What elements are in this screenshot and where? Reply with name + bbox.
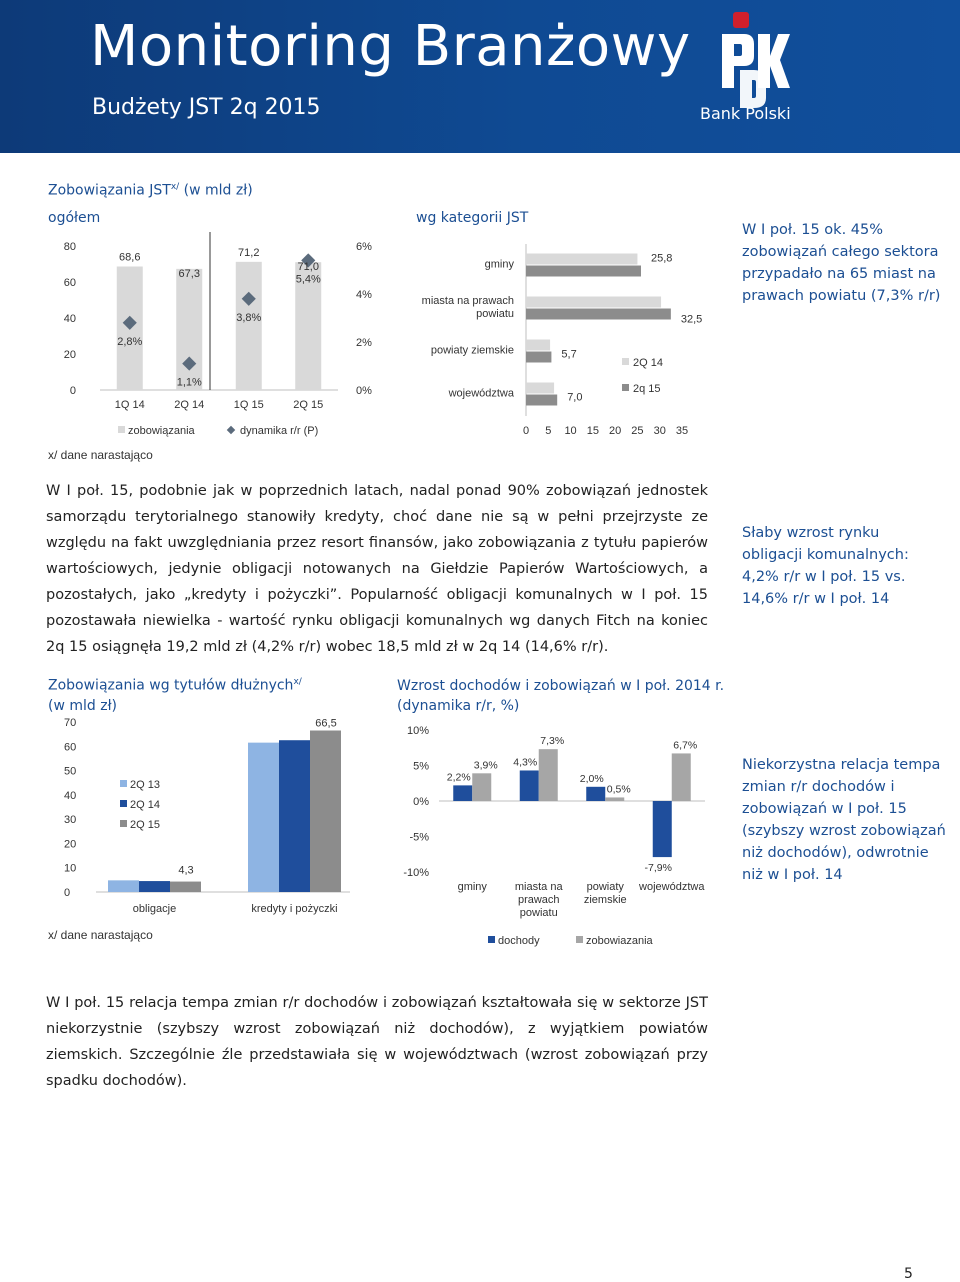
chart2-bar-label: 32,5 [680, 313, 703, 326]
report-subtitle: Budżety JST 2q 2015 [92, 95, 321, 120]
chart3-title-unit: (w mld zł) [48, 697, 118, 714]
chart2-x-tick: 0 [522, 425, 530, 437]
chart1-point-label: 3,8% [236, 311, 262, 324]
chart2-legend-2q14: 2Q 14 [633, 357, 663, 369]
chart3-bar-label: 4,3 [178, 864, 194, 877]
chart4-category-label: ziemskie [583, 894, 627, 906]
chart1-y-right-tick: 6% [356, 241, 372, 253]
chart3-y-tick: 30 [64, 814, 77, 827]
chart2-x-tick: 5 [545, 425, 552, 437]
chart3-legend-label: 2Q 13 [130, 779, 160, 791]
chart4-bar [539, 749, 558, 801]
chart2-bar-2q14 [526, 340, 550, 351]
chart4-y-tick: -5% [409, 831, 429, 844]
chart3-bar [310, 731, 341, 893]
chart1-y-left-tick: 80 [63, 241, 76, 253]
chart3-bar [248, 743, 279, 892]
chart2-bar-label: 25,8 [650, 252, 673, 265]
chart3-footnote: x/ dane narastająco [48, 928, 153, 942]
chart3-x-tick: obligacje [132, 903, 177, 915]
chart1-bar-label: 71,2 [238, 246, 260, 259]
chart4-category-label: powiatu [519, 907, 558, 919]
chart-revenue-vs-obligations [395, 718, 725, 953]
chart1-title [48, 182, 253, 199]
chart4-category-label: prawach [517, 894, 560, 906]
chart4-y-tick: -10% [403, 867, 429, 879]
chart3-bar-label: 66,5 [315, 717, 337, 730]
chart2-category-label: powiatu [476, 308, 514, 320]
chart2-x-tick: 10 [564, 425, 577, 437]
chart4-bar [672, 753, 691, 801]
chart1-labels [64, 241, 372, 437]
chart2-x-tick: 25 [631, 425, 644, 437]
chart1-footnote: x/ dane narastająco [48, 448, 153, 462]
chart4-bar-label: 0,5% [606, 783, 631, 796]
chart2-bar-2q14 [526, 297, 661, 308]
chart3-title-sup: x/ [293, 677, 302, 687]
side-note-cities: W I poł. 15 ok. 45% zobowiązań całego sektora przypadało na 65 miast na prawach powiatu (7,3% r/r) [742, 222, 941, 304]
chart3-y-tick: 70 [64, 717, 77, 729]
chart1-x-tick: 2Q 14 [174, 399, 205, 411]
chart1-point-label: 2,8% [117, 335, 143, 348]
chart1-point-label: 5,4% [295, 273, 321, 286]
chart4-bar [472, 773, 491, 801]
chart1-point-label: 1,1% [176, 376, 202, 389]
chart1-bar [176, 269, 202, 390]
chart2-legend-2q15: 2q 15 [633, 383, 661, 395]
chart1-y-left-tick: 60 [63, 277, 76, 289]
chart3-legend-swatch [120, 800, 127, 807]
chart4-category-label: gminy [457, 881, 487, 893]
chart2-labels [422, 253, 703, 438]
chart3-legend-swatch [120, 780, 127, 787]
chart1-y-left-tick: 40 [63, 313, 76, 325]
chart2-x-tick: 35 [675, 425, 689, 437]
chart1-points [123, 253, 316, 434]
chart3-legend-label: 2Q 14 [130, 799, 160, 811]
chart1-title-sup: x/ [170, 182, 180, 192]
chart4-legend-swatch-income [488, 936, 495, 943]
chart3-legend-swatch [120, 820, 127, 827]
chart1-bars [114, 262, 322, 433]
chart2-bar-2q15 [526, 395, 557, 406]
chart4-category-label: miasta na [514, 881, 563, 893]
chart3-title-text: Zobowiązania wg tytułów dłużnych [48, 677, 294, 694]
chart2-bar-2q14 [526, 383, 554, 394]
chart2-legend-swatch-2q14 [622, 358, 629, 365]
chart4-bar [520, 770, 539, 801]
bank-logo-icon [712, 10, 792, 110]
bank-logo-name: Bank Polski [700, 104, 791, 123]
chart3-y-tick: 60 [64, 741, 77, 754]
chart4-bar [605, 797, 624, 801]
chart4-category-label: województwa [639, 881, 705, 893]
chart4-legend-swatch-obligations [576, 936, 583, 943]
chart1-y-right-tick: 2% [356, 337, 372, 349]
chart1-bar-label: 67,3 [178, 267, 200, 280]
chart3-bar [139, 881, 170, 892]
chart4-y-tick: 10% [406, 725, 429, 737]
chart1-y-left-tick: 0 [69, 385, 76, 397]
chart4-title-unit: (dynamika r/r, %) [397, 698, 520, 714]
chart2-bar-label: 5,7 [561, 348, 577, 361]
chart2-legend-swatch-2q15 [622, 384, 629, 391]
chart3-bar [108, 880, 139, 892]
chart4-legend-obligations: zobowiazania [586, 935, 653, 947]
chart1-y-right-tick: 0% [356, 385, 372, 397]
paragraph-revenue: W I poł. 15 relacja tempa zmian r/r dochodów i zobowiązań kształtowała się w sektorze JST niekorzystnie (szybszy wzrost zobowiązań niż dochodów), z wyjątkiem powiatów ziemskich. Szczególnie źle przedstawiała się w województwach (wzrost zobowiązań przy spadku dochodów). [46, 995, 708, 1089]
chart1-legend-swatch-bar [118, 426, 125, 433]
chart3-title [48, 672, 302, 716]
chart4-bar [586, 787, 605, 801]
chart-obligations-by-debt [40, 712, 370, 922]
chart4-y-tick: 5% [413, 760, 429, 773]
chart4-bar-label: 6,7% [673, 739, 698, 752]
chart2-bar-label: 7,0 [567, 391, 583, 404]
chart3-y-tick: 0 [64, 887, 71, 899]
chart1-y-left-tick: 20 [63, 349, 76, 361]
chart2-x-tick: 15 [586, 425, 599, 437]
chart3-y-tick: 20 [64, 838, 77, 851]
chart1-bar [236, 262, 262, 390]
chart3-y-tick: 50 [64, 765, 77, 778]
chart4-title-text: Wzrost dochodów i zobowiązań w I poł. 2014 r. [397, 678, 725, 694]
chart2-bar-2q15 [526, 309, 671, 320]
chart4-category-label: powiaty [586, 881, 624, 893]
chart2-x-tick: 20 [609, 425, 622, 437]
chart3-bar [279, 740, 310, 892]
chart4-bar-label: -7,9% [644, 862, 672, 875]
chart3-y-tick: 10 [64, 862, 77, 875]
chart4-y-tick: 0% [413, 796, 429, 808]
chart1-legend-point: dynamika r/r (P) [240, 425, 319, 437]
chart1-x-tick: 2Q 15 [293, 399, 324, 411]
chart1-legend-swatch-point [227, 426, 235, 434]
chart2-x-tick: 30 [653, 425, 666, 437]
chart1-bar-label: 68,6 [119, 251, 141, 264]
report-title: Monitoring Branżowy [90, 14, 691, 79]
chart1-title-text: Zobowiązania JST [48, 182, 171, 199]
chart-obligations-total [40, 230, 400, 445]
chart4-bar-label: 4,3% [513, 756, 538, 769]
chart1-subtitle-left: ogółem [48, 210, 101, 226]
chart1-x-tick: 1Q 14 [114, 399, 145, 411]
chart4-bar [653, 801, 672, 857]
chart2-subtitle: wg kategorii JST [416, 210, 529, 226]
chart1-title-unit: (w mld zł) [183, 182, 253, 199]
chart4-title [397, 676, 724, 716]
side-note-revenue: Niekorzystna relacja tempa zmian r/r dochodów i zobowiązań w I poł. 15 (szybszy wzrost zobowiązań niż dochodów), odwrotnie niż w I poł. 14 [742, 757, 946, 883]
chart-obligations-by-category [400, 230, 730, 445]
chart2-bar-2q14 [526, 254, 637, 265]
chart1-legend-bar: zobowiązania [128, 425, 195, 437]
chart2-category-label: miasta na prawach [421, 295, 514, 307]
chart4-bar-label: 2,2% [446, 771, 471, 784]
side-note-bonds: Słaby wzrost rynku obligacji komunalnych: 4,2% r/r w I poł. 15 vs. 14,6% r/r w I poł. 14 [742, 525, 909, 607]
chart4-bar-label: 2,0% [579, 772, 604, 785]
chart4-bars [439, 749, 705, 943]
chart1-x-tick: 1Q 15 [233, 399, 264, 411]
chart3-x-tick: kredyty i pożyczki [251, 903, 338, 915]
chart4-bar [453, 785, 472, 801]
chart1-bar-label: 71,0 [297, 261, 319, 274]
chart3-bars [96, 731, 350, 893]
page-number: 5 [904, 1266, 913, 1282]
header-banner [0, 0, 960, 153]
chart1-y-right-tick: 4% [356, 289, 372, 301]
chart4-legend-income: dochody [498, 935, 540, 947]
chart2-category-label: województwa [448, 387, 514, 400]
chart2-category-label: gminy [484, 258, 514, 271]
chart2-bar-2q15 [526, 352, 551, 363]
chart2-category-label: powiaty ziemskie [430, 344, 514, 357]
chart3-bar [170, 882, 201, 892]
chart3-legend-label: 2Q 15 [130, 819, 160, 831]
chart4-bar-label: 7,3% [540, 735, 565, 748]
chart3-y-tick: 40 [64, 789, 77, 802]
paragraph-obligations: W I poł. 15, podobnie jak w poprzednich latach, nadal ponad 90% zobowiązań jednostek samorządu terytorialnego stanowiły kredyty, choć dane nie są w pełni przejrzyste ze względu na fakt uwzględniania przez resort finansów, jako zobowiązania z tytułu papierów wartościowych, jedynie obligacji notowanych na Giełdzie Papierów Wartościowych, a pozostałych, jako „kredyty i pożyczki”. Popularność obligacji komunalnych w I poł. 15 pozostawała niewielka - wartość rynku obligacji komunalnych wg danych Fitch na koniec 2q 15 osiągnęła 19,2 mld zł (4,2% r/r) wobec 18,5 mld zł w 2q 14 (14,6% r/r). [46, 483, 708, 655]
chart2-bar-2q15 [526, 266, 641, 277]
chart4-bar-label: 3,9% [473, 759, 498, 772]
